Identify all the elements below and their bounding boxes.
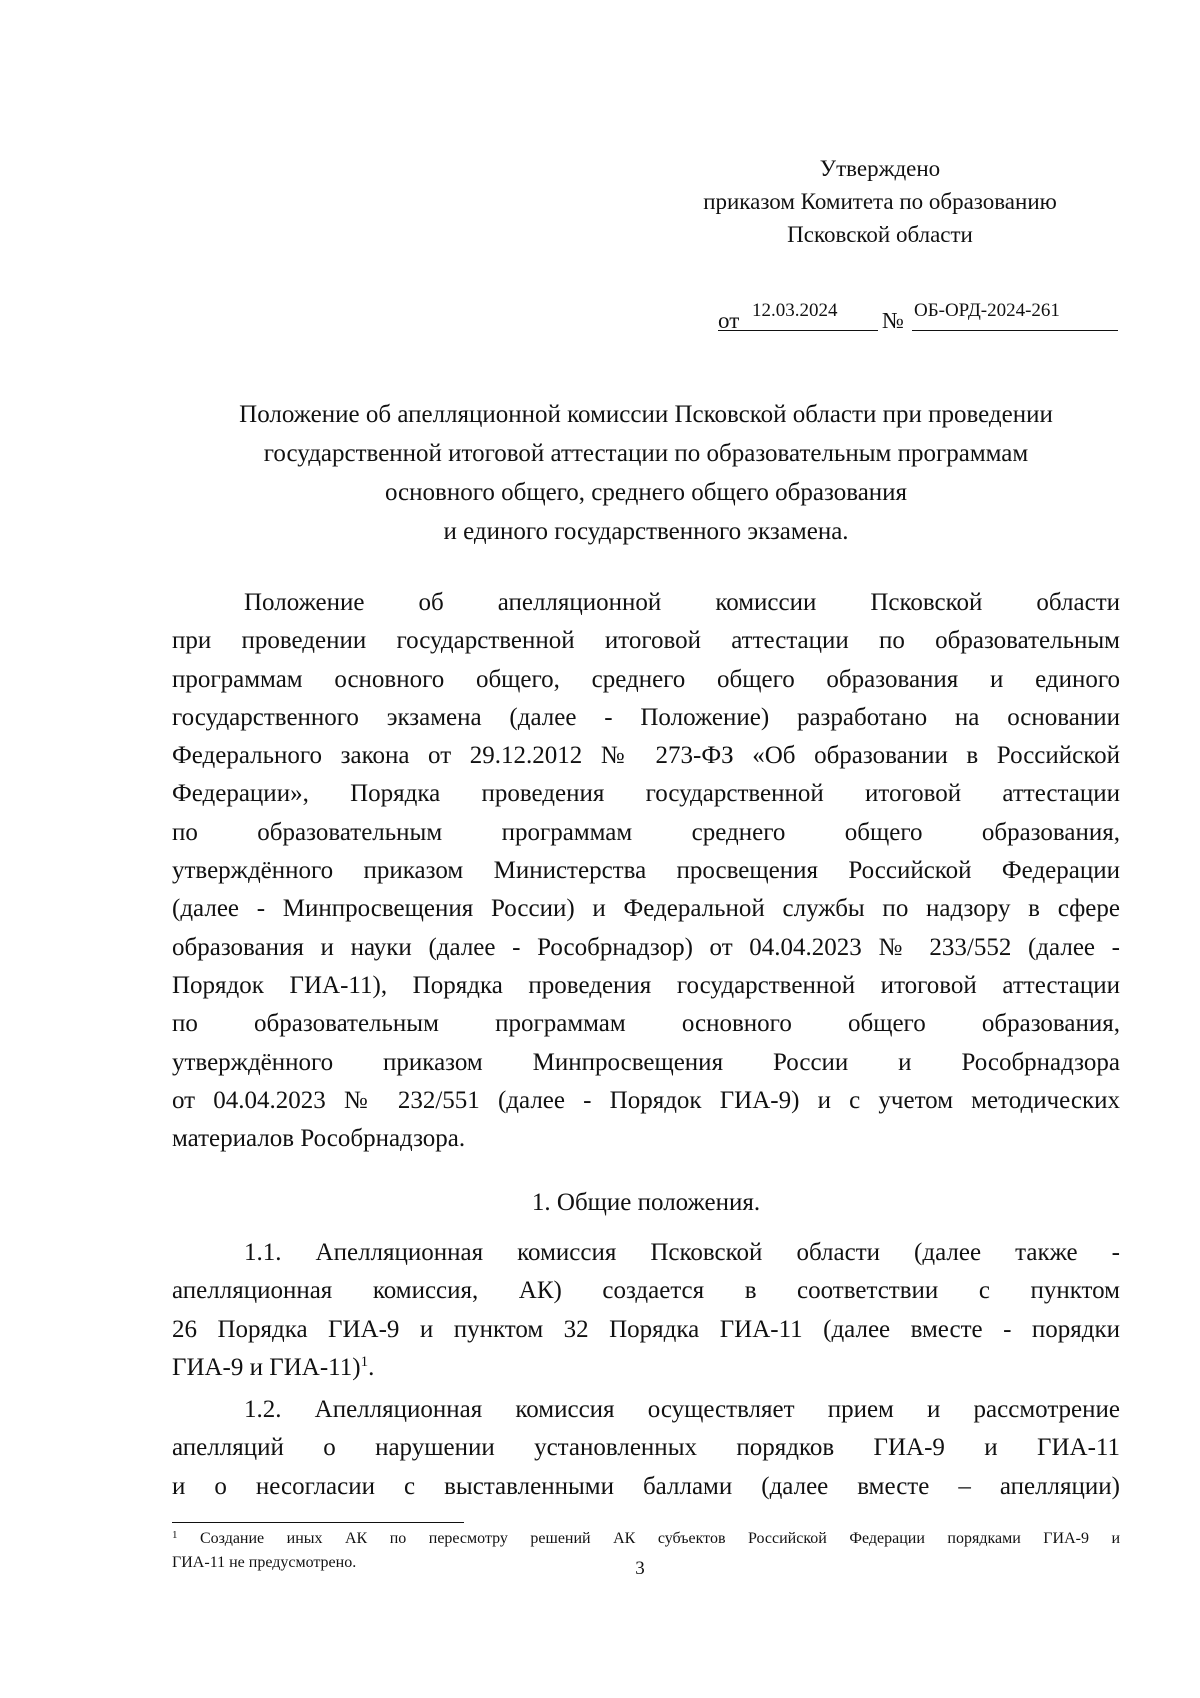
intro-paragraph <box>172 584 1120 1158</box>
paragraph-line: (далее - Минпросвещения России) и Федеральной службы по надзору в сфере <box>172 895 1120 923</box>
approval-line: Псковской области <box>787 222 973 247</box>
paragraph-line: Положение об апелляционной комиссии Псковской области <box>244 589 1120 616</box>
paragraph-line: 26 Порядка ГИА-9 и пунктом 32 Порядка ГИА-11 (далее вместе - порядки <box>172 1315 1120 1343</box>
paragraph-line: Порядок ГИА-11), Порядка проведения государственной итоговой аттестации <box>172 971 1120 999</box>
number-underline <box>912 330 1118 331</box>
paragraph-line: образования и науки (далее - Рособрнадзор) от 04.04.2023 № 233/552 (далее - <box>172 933 1120 961</box>
date-underline <box>718 330 878 331</box>
title-line: и единого государственного экзамена. <box>443 518 849 545</box>
order-date: 12.03.2024 <box>752 300 838 321</box>
title-line: основного общего, среднего общего образования <box>384 479 908 506</box>
title-line: Положение об апелляционной комиссии Псковской области при проведении <box>239 401 1053 428</box>
order-date-number <box>718 300 1118 334</box>
paragraph-line: Федерального закона от 29.12.2012 № 273-ФЗ «Об образовании в Российской <box>172 742 1120 770</box>
paragraph-1-1 <box>172 1234 1120 1387</box>
approval-block <box>600 152 1160 251</box>
paragraph-line: по образовательным программам основного общего образования, <box>172 1010 1120 1038</box>
paragraph-line: 1.1. Апелляционная комиссия Псковской области (далее также - <box>244 1239 1120 1266</box>
paragraph-line: материалов Рособрнадзора. <box>172 1125 466 1153</box>
approval-line: Утверждено <box>819 156 941 181</box>
paragraph-line: при проведении государственной итоговой аттестации по образовательным <box>172 627 1120 655</box>
order-date-label: от <box>718 308 740 333</box>
page-number: 3 <box>635 1558 645 1579</box>
order-number: ОБ-ОРД-2024-261 <box>914 300 1060 321</box>
paragraph-line: апелляционная комиссия, АК) создается в соответствии с пунктом <box>172 1277 1120 1305</box>
document-title <box>172 395 1120 551</box>
paragraph-line: по образовательным программам среднего общего образования, <box>172 818 1120 846</box>
paragraph-line: 1.2. Апелляционная комиссия осуществляет прием и рассмотрение <box>244 1396 1120 1423</box>
footnote-text: Создание иных АК по пересмотру решений АК субъектов Российской Федерации порядками ГИА-9 и <box>177 1530 1120 1547</box>
paragraph-line: программам основного общего, среднего общего образования и единого <box>172 665 1120 693</box>
paragraph-line: от 04.04.2023 № 232/551 (далее - Порядок ГИА-9) и с учетом методических <box>172 1086 1120 1114</box>
approval-line: приказом Комитета по образованию <box>703 189 1057 214</box>
paragraph-line <box>172 1349 1120 1387</box>
paragraph-line-text: ГИА-9 и ГИА-11) <box>172 1353 361 1381</box>
paragraph-line: утверждённого приказом Министерства просвещения Российской Федерации <box>172 857 1120 885</box>
paragraph-1-2 <box>172 1391 1120 1506</box>
footnote-line <box>172 1527 1120 1551</box>
paragraph-line: апелляций о нарушении установленных порядков ГИА-9 и ГИА-11 <box>172 1434 1120 1462</box>
section-heading: 1. Общие положения. <box>531 1189 761 1216</box>
paragraph-line: Федерации», Порядка проведения государственной итоговой аттестации <box>172 780 1120 808</box>
footnote-marker: 1 <box>172 1529 178 1541</box>
footnote-separator <box>172 1522 464 1523</box>
title-line: государственной итоговой аттестации по образовательным программам <box>263 440 1029 467</box>
paragraph-line-end: . <box>368 1353 375 1381</box>
order-number-label: № <box>882 308 904 333</box>
footnote-reference[interactable]: 1 <box>360 1353 369 1370</box>
paragraph-line: государственного экзамена (далее - Положение) разработано на основании <box>172 703 1120 731</box>
paragraph-line: и о несогласии с выставленными баллами (далее вместе – апелляции) <box>172 1472 1120 1500</box>
footnote-line: ГИА-11 не предусмотрено. <box>172 1554 357 1571</box>
paragraph-line: утверждённого приказом Минпросвещения России и Рособрнадзора <box>172 1048 1120 1076</box>
